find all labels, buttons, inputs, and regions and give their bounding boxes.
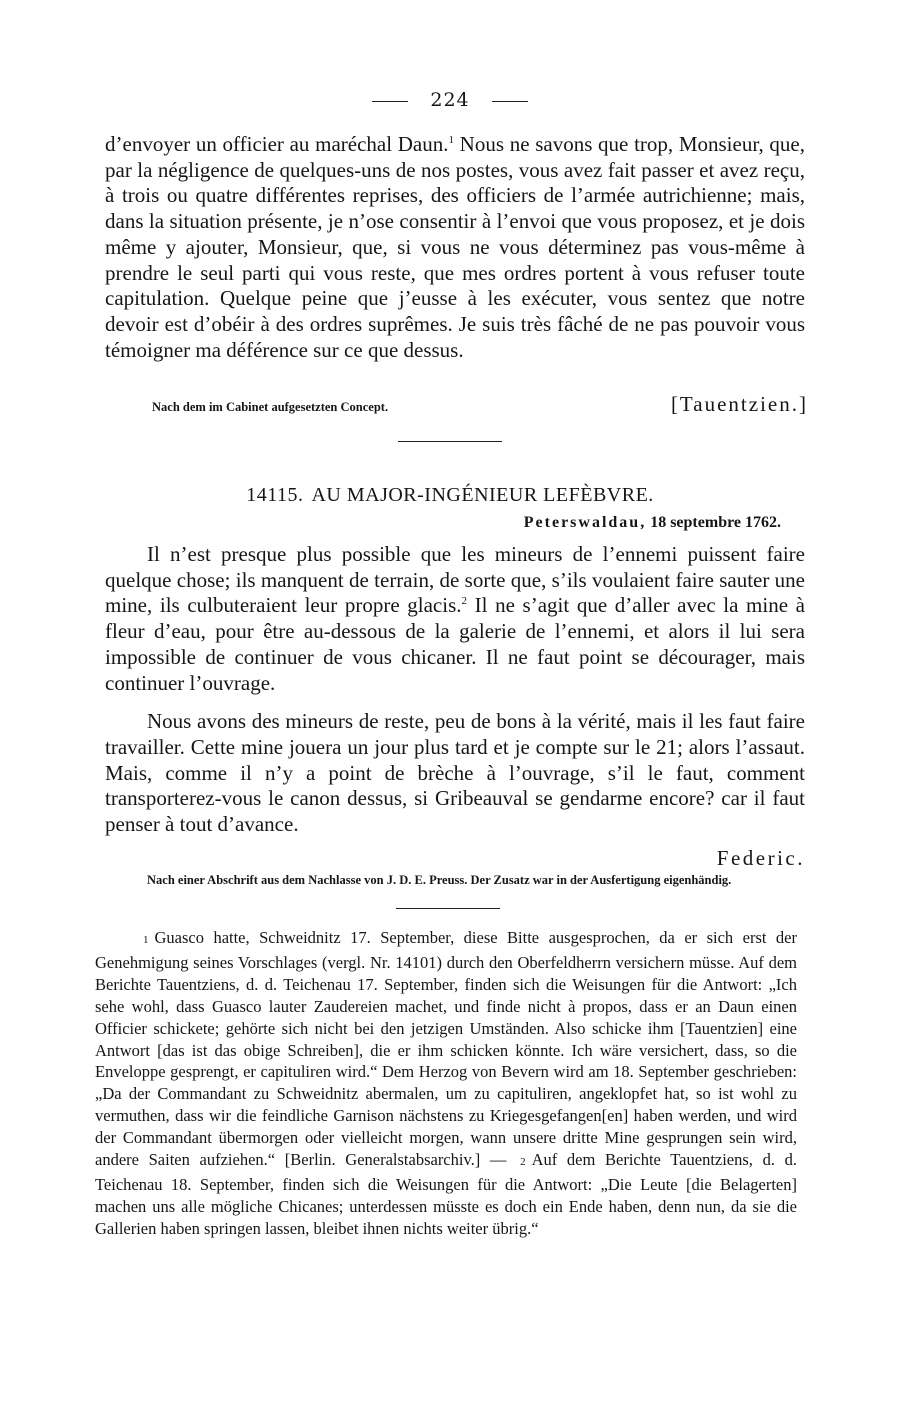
header-dash-left (372, 101, 408, 102)
page-number: 224 (430, 89, 470, 111)
footnote-ref-2[interactable]: 2 (461, 595, 468, 608)
footnote-ref-1[interactable]: 1 (448, 134, 454, 146)
letter-body (105, 542, 805, 838)
footnote-1-marker: 1 (143, 934, 149, 946)
footnote-1: 1 Guasco hatte, Schweidnitz 17. September, diese Bitte ausgesprochen, da er sich erst der Genehmigung seines Vorschlages (vergl. Nr. 14101) durch den Oberfeldherrn versichern müsse. Auf dem Berichte Tauentziens, d. d. Teichenau 17. September, finden sich die Weisungen für die Antwort: „Ich sehe wohl, dass Guasco lauter Zaudereien machet, und finde nicht à propos, dass er an Daun einen Officier schickete; gehörte sich nicht bei den jetzigen Umständen. Also schicke ihm [Tauentzien] eine Antwort [das ist das obige Schreiben], die er ihm schicken könnte. Ich wäre versichert, dass, so die Enveloppe gesprengt, er capituliren wird.“ Dem Herzog von Bevern wird am 18. September geschrieben: „Da der Commandant zu Schweidnitz abermalen, um zu capituliren, angeklopfet hat, so ist wohl zu vermuthen, dass wir die feindliche Garnison nächstens zu Kriegesgefangen[en] haben werden, und wird der Commandant übermorgen oder vielleicht morgen, wann unsere dritte Mine gesprungen sein wird, andere Saiten aufziehen.“ [Berlin. Generalstabsarchiv.] — 2 Auf dem Berichte Tauentziens, d. d. Teichenau 18. September, finden sich die Weisungen für die Antwort: „Die Leute [die Belagerten] machen uns alle mögliche Chicanes; unterdessen müsste es doch ein Ende haben, denn nun, da sie die Gallerien haben springen lassen, bleibet ihnen nichts weiter übrig.“ (95, 928, 797, 1238)
letter-paragraph-1: Il n’est presque plus possible que les mineurs de l’ennemi puissent faire quelque chose; ils manquent de terrain, de sorte que, s’ils voulaient faire sauter une mine, ils culbuteraient leur propre glacis.$^2$ Il ne s’agit que d’aller avec la mine à fleur d’eau, pour être au-dessous de la galerie de l’ennemi, et alors il lui sera impossible de continuer de vous chicaner. Il ne faut point se décourager, mais continuer l’ouvrage. (105, 542, 805, 695)
letter-title: AU MAJOR-INGÉNIEUR LEFÈBVRE. (311, 484, 654, 506)
previous-letter-body (105, 132, 805, 363)
letter-dateline (524, 514, 781, 532)
letter-source-note: Nach einer Abschrift aus dem Nachlasse von J. D. E. Preuss. Der Zusatz war in der Ausfertigung eigenhändig. (147, 873, 732, 887)
letter-place: Peterswaldau, (523, 514, 647, 531)
letter-date: 18 septembre 1762. (650, 514, 781, 531)
letter-number: 14115. (246, 484, 304, 506)
header-dash-right (492, 101, 528, 102)
previous-letter-signature: [Tauentzien.] (670, 392, 808, 416)
letter-heading (0, 484, 900, 507)
footnote-2-marker: 2 (520, 1156, 526, 1169)
footnotes (95, 927, 797, 1240)
footnote-separator-rule (396, 908, 500, 909)
letter-signature: Federic. (716, 846, 805, 870)
running-header (0, 88, 900, 112)
letter-paragraph-2: Nous avons des mineurs de reste, peu de bons à la vérité, mais il les faut faire travailler. Cette mine jouera un jour plus tard et je compte sur le 21; alors l’assaut. Mais, comme il n’y a point de brèche à l’ouvrage, s’il le faut, comment transporterez-vous le canon dessus, si Gribeauval se gendarme encore? car il faut penser à tout d’avance. (105, 709, 805, 837)
separator-rule (398, 441, 502, 442)
footnote-2: Auf dem Berichte Tauentziens, d. d. Teichenau 18. September, finden sich die Weisungen für die Antwort: „Die Leute [die Belagerten] machen uns alle mögliche Chicanes; unterdessen müsste es doch ein Ende haben, denn nun, da sie die Gallerien haben springen lassen, bleibet ihnen nichts weiter übrig.“ (95, 1150, 797, 1238)
previous-letter-source-note: Nach dem im Cabinet aufgesetzten Concept. (152, 400, 389, 414)
previous-letter-paragraph: d’envoyer un officier au maréchal Daun.$^1$ Nous ne savons que trop, Monsieur, que, par la négligence de quelques-uns de nos postes, vous avez fait passer et avez reçu, à trois ou quatre différentes reprises, des officiers de l’armée autrichienne; mais, dans la situation présente, je n’ose consentir à l’envoi que vous proposez, et je dois même y ajouter, Monsieur, que, si vous ne vous déterminez pas vous-même à prendre le seul parti qui vous reste, que mes ordres portent à vous refuser toute capitulation. Quelque peine que j’eusse à les exécuter, vous sentez que notre devoir est d’obéir à des ordres suprêmes. Je suis très fâché de ne pas pouvoir vous témoigner ma déférence sur ce que dessus. (105, 132, 805, 362)
